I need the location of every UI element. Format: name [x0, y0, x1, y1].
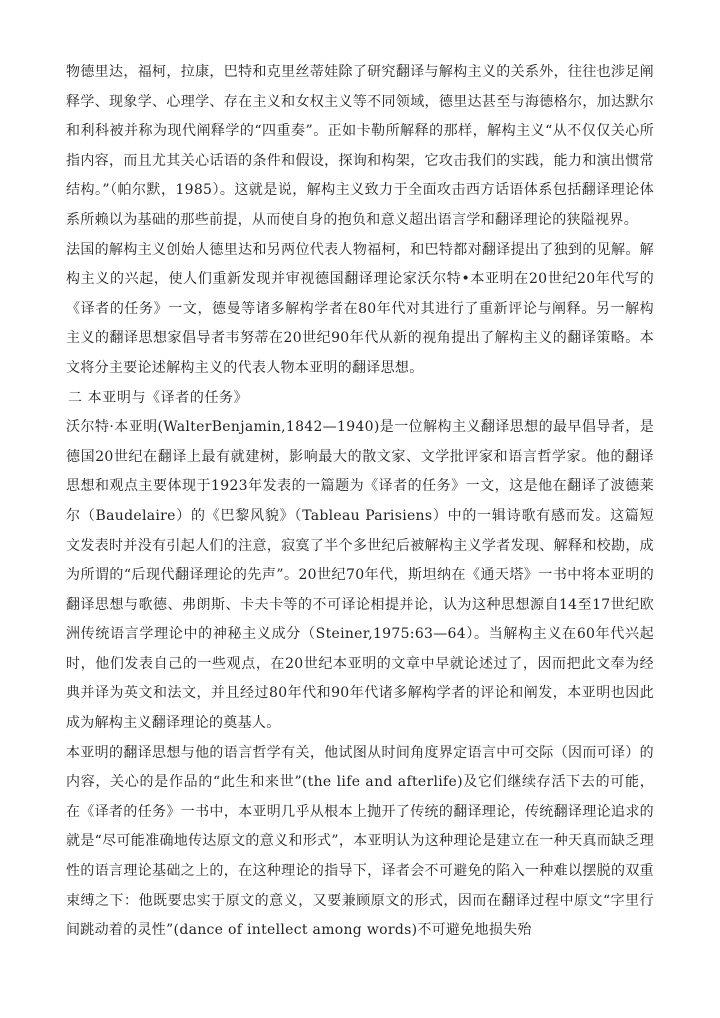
paragraph-benjamin-philosophy: 本亚明的翻译思想与他的语言哲学有关，他试图从时间角度界定语言中可交际（因而可译）的内容，关心的是作品的“此生和来世”(the life and afterlife)及它们继续存活下去的可能，在《译者的任务》一书中，本亚明几乎从根本上抛开了传统的翻译理论，传统翻译理论追求的就是“尽可能准确地传达原文的意义和形式”，本亚明认为这种理论是建立在一种天真而缺乏理性的语言理论基础之上的，在这种理论的指导下，译者会不可避免的陷入一种难以摆脱的双重束缚之下：他既要忠实于原文的意义，又要兼顾原文的形式，因而在翻译过程中原文“字里行间跳动着的灵性”(dance of intellect among words)不可避免地损失殆 — [66, 744, 654, 939]
paragraph-benjamin-intro: 沃尔特·本亚明(WalterBenjamin,1842—1940)是一位解构主义翻译思想的最早倡导者，是德国20世纪在翻译上最有就建树，影响最大的散文家、文学批评家和语言哲学家。他的翻译思想和观点主要体现于1923年发表的一篇题为《译者的任务》一文，这是他在翻译了波德莱尔（Baudelaire）的《巴黎风貌》（Tableau Parisiens）中的一辑诗歌有感而发。这篇短文发表时并没有引起人们的注意，寂寞了半个多世纪后被解构主义学者发现、解释和校勘，成为所谓的“后现代翻译理论的先声”。20世纪70年代，斯坦纳在《通天塔》一书中将本亚明的翻译思想与歌德、弗朗斯、卡夫卡等的不可译论相提并论，认为这种思想源自14至17世纪欧洲传统语言学理论中的神秘主义成分（Steiner,1975:63—64）。当解构主义在60年代兴起时，他们发表自己的一些观点，在20世纪本亚明的文章中早就论述过了，因而把此文奉为经典并译为英文和法文，并且经过80年代和90年代诸多解构学者的评论和阐发，本亚明也因此成为解构主义翻译理论的奠基人。 — [66, 419, 654, 732]
section-heading: 二 本亚明与《译者的任务》 — [68, 389, 249, 406]
paragraph-deconstruction-overview: 物德里达，福柯，拉康，巴特和克里丝蒂娃除了研究翻译与解构主义的关系外，往往也涉足阐释学、现象学、心理学、存在主义和女权主义等不同领域，德里达甚至与海德格尔，加达默尔和利科被并称为现代阐释学的“四重奏”。正如卡勒所解释的那样，解构主义“从不仅仅关心所指内容，而且尤其关心话语的条件和假设，探询和构架，它攻击我们的实践，能力和演出惯常结构。”（帕尔默，1985）。这就是说，解构主义致力于全面攻击西方话语体系包括翻译理论体系所赖以为基础的那些前提，从而使自身的抱负和意义超出语言学和翻译理论的狭隘视界。 — [66, 64, 654, 228]
document-page — [66, 58, 654, 946]
paragraph-french-deconstructionists: 法国的解构主义创始人德里达和另两位代表人物福柯，和巴特都对翻译提出了独到的见解。解构主义的兴起，使人们重新发现并审视德国翻译理论家沃尔特•本亚明在20世纪20年代写的《译者的任务》一文，德曼等诸多解构学者在80年代对其进行了重新评论与阐释。另一解构主义的翻译思想家倡导者韦努蒂在20世纪90年代从新的视角提出了解构主义的翻译策略。本文将分主要论述解构主义的代表人物本亚明的翻译思想。 — [66, 241, 654, 376]
